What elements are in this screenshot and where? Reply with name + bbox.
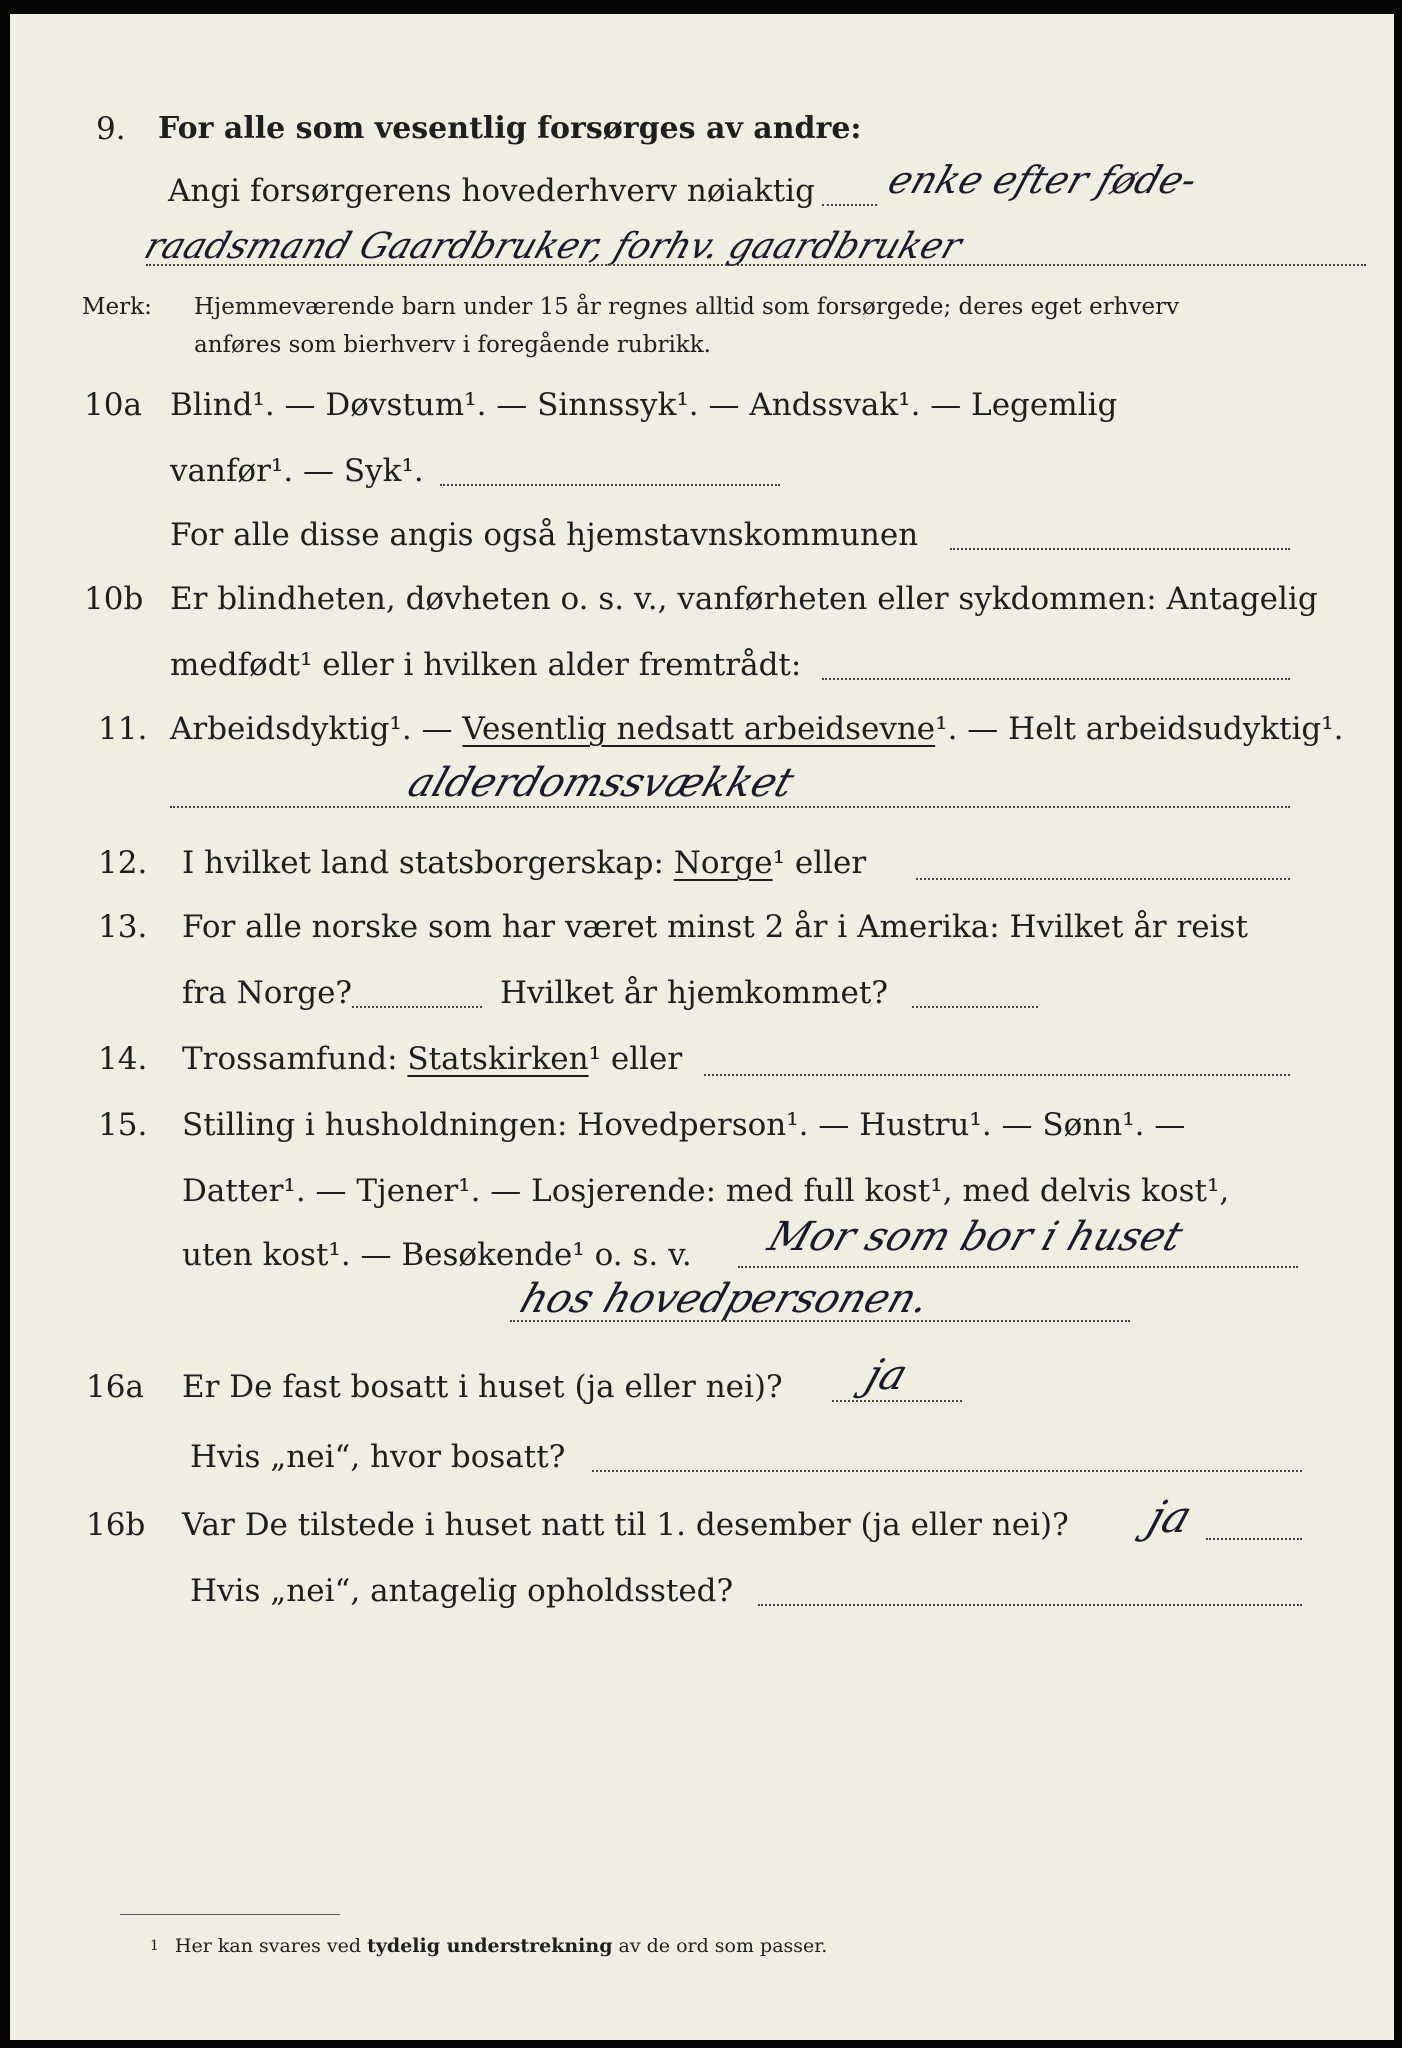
answer-line [758, 1604, 1302, 1606]
question-16a-number: 16a [86, 1369, 144, 1405]
question-10a-line-3: For alle disse angis også hjemstavnskommunen [170, 517, 919, 553]
answer-line [912, 1006, 1038, 1008]
question-9-prompt: Angi forsørgerens hovederhverv nøiaktig [168, 173, 815, 209]
answer-line [832, 1400, 962, 1402]
question-15-line-3: uten kost¹. — Besøkende¹ o. s. v. [182, 1237, 692, 1273]
answer-line [352, 1006, 482, 1008]
question-16a-line-2: Hvis „nei“, hvor bosatt? [190, 1439, 566, 1475]
footnote-divider [120, 1914, 340, 1915]
question-15-number: 15. [98, 1107, 148, 1143]
question-12-eller: ¹ eller [772, 845, 867, 881]
question-11-options [170, 710, 1344, 748]
note-line-1: Hjemmeværende barn under 15 år regnes alltid som forsørgede; deres eget erhverv [194, 294, 1180, 320]
question-10b-line-2: medfødt¹ eller i hvilken alder fremtrådt: [170, 647, 802, 683]
question-11-number: 11. [98, 711, 148, 747]
handwritten-answer-9a: enke efter føde- [882, 158, 1203, 202]
question-16b-number: 16b [86, 1507, 146, 1543]
handwritten-answer-9b: raadsmand Gaardbruker, forhv. gaardbruker [139, 226, 967, 267]
question-10a-number: 10a [84, 387, 142, 423]
question-13-line-1: For alle norske som har været minst 2 år i Amerika: Hvilket år reist [182, 909, 1248, 945]
answer-line [146, 264, 1366, 266]
question-10a-line-2: vanfør¹. — Syk¹. [170, 453, 424, 489]
question-12-text [182, 844, 866, 882]
question-9-number: 9. [96, 111, 126, 147]
note-label: Merk: [82, 294, 152, 320]
answer-line [170, 806, 1290, 808]
question-16a-line-1: Er De fast bosatt i huset (ja eller nei)? [182, 1369, 783, 1405]
question-14-number: 14. [98, 1041, 148, 1077]
answer-line [510, 1320, 1130, 1322]
handwritten-answer-11: alderdomssvækket [402, 760, 800, 806]
answer-line [704, 1074, 1290, 1076]
footnote [150, 1934, 827, 1958]
answer-line [592, 1470, 1302, 1472]
question-12-number: 12. [98, 845, 148, 881]
question-13-line-2a: fra Norge? [182, 975, 353, 1011]
question-15-line-2: Datter¹. — Tjener¹. — Losjerende: med full kost¹, med delvis kost¹, [182, 1173, 1230, 1209]
footnote-text-2: av de ord som passer. [612, 1935, 828, 1957]
answer-statskirken-underlined: Statskirken [407, 1041, 589, 1077]
answer-line [1206, 1538, 1302, 1540]
answer-line [440, 484, 780, 486]
question-13-line-2b: Hvilket år hjemkommet? [500, 975, 888, 1011]
handwritten-answer-16b: ja [1141, 1492, 1199, 1543]
question-12-prompt: I hvilket land statsborgerskap: [182, 845, 674, 881]
footnote-text-1: Her kan svares ved [174, 1935, 368, 1957]
handwritten-answer-16a: ja [860, 1350, 915, 1399]
answer-line [738, 1266, 1298, 1268]
answer-line [822, 678, 1290, 680]
answer-line [822, 204, 877, 206]
option-vesentlig-nedsatt-underlined: Vesentlig nedsatt arbeidsevne [462, 711, 936, 747]
answer-line [916, 878, 1290, 880]
question-14-text [182, 1040, 682, 1078]
option-arbeidsdyktig: Arbeidsdyktig¹. — [170, 711, 463, 747]
answer-line [950, 548, 1290, 550]
question-10a-line-1: Blind¹. — Døvstum¹. — Sinnssyk¹. — Andssvak¹. — Legemlig [170, 387, 1118, 423]
question-16b-line-2: Hvis „nei“, antagelig opholdssted? [190, 1573, 734, 1609]
question-9-heading: For alle som vesentlig forsørges av andre: [158, 111, 862, 146]
question-14-eller: ¹ eller [588, 1041, 683, 1077]
question-10b-number: 10b [84, 581, 144, 617]
handwritten-answer-15b: hos hovedpersonen. [514, 1276, 936, 1322]
footnote-mark: 1 [150, 1938, 159, 1954]
question-10b-line-1: Er blindheten, døvheten o. s. v., vanførheten eller sykdommen: Antagelig [170, 581, 1318, 617]
option-helt-udyktig: ¹. — Helt arbeidsudyktig¹. [935, 711, 1344, 747]
census-form-page [10, 14, 1394, 2040]
handwritten-answer-15a: Mor som bor i huset [762, 1214, 1189, 1260]
question-16b-line-1: Var De tilstede i huset natt til 1. desember (ja eller nei)? [182, 1507, 1069, 1543]
note-line-2: anføres som bierhverv i foregående rubrikk. [194, 332, 711, 358]
answer-norge-underlined: Norge [673, 845, 773, 881]
question-14-prompt: Trossamfund: [182, 1041, 408, 1077]
question-15-line-1: Stilling i husholdningen: Hovedperson¹. — Hustru¹. — Sønn¹. — [182, 1107, 1186, 1143]
footnote-text-bold: tydelig understrekning [367, 1935, 613, 1957]
question-13-number: 13. [98, 909, 148, 945]
